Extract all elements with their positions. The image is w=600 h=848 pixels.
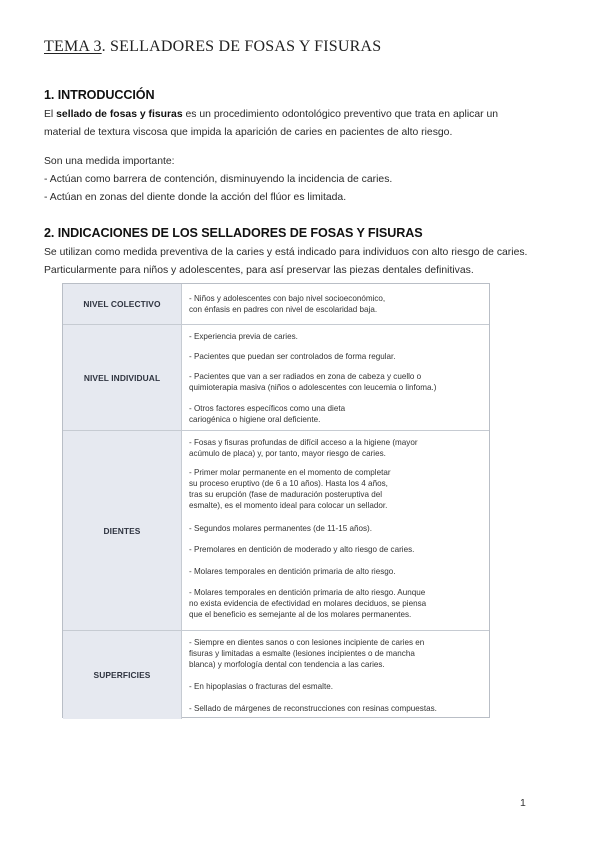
table-row — [63, 430, 489, 631]
table-item: - Siempre en dientes sanos o con lesiones incipiente de caries en fisuras y limitadas a esmalte (lesiones incipientes o de mancha blanca) y morfología dental con tendencia a las caries. — [189, 638, 425, 669]
intro-paragraph-line-2: material de textura viscosa que impida la aparición de caries en pacientes de alto riesgo. — [44, 127, 453, 138]
section-2-heading: 2. INDICACIONES DE LOS SELLADORES DE FOSAS Y FISURAS — [44, 226, 423, 240]
table-item: - Pacientes que van a ser radiados en zona de cabeza y cuello o quimioterapia masiva (niños o adolescentes con leucemia o linfoma.) — [189, 372, 437, 392]
measure-intro: Son una medida importante: — [44, 156, 175, 167]
table-item: - Premolares en dentición de moderado y alto riesgo de caries. — [189, 545, 415, 554]
table-item: - Niños y adolescentes con bajo nivel socioeconómico, con énfasis en padres con nivel de escolaridad baja. — [189, 294, 386, 314]
bullet-item: - Actúan en zonas del diente donde la acción del flúor es limitada. — [44, 192, 347, 203]
table-row — [63, 324, 489, 431]
table-item: - Molares temporales en dentición primaria de alto riesgo. Aunque no exista evidencia de efectividad en molares deciduos, se piensa que el beneficio es semejante al de los molares permanentes. — [189, 588, 427, 619]
table-item: - Fosas y fisuras profundas de difícil acceso a la higiene (mayor acúmulo de placa) y, por tanto, mayor riesgo de caries. — [189, 438, 418, 458]
title-text: . SELLADORES DE FOSAS Y FISURAS — [101, 38, 382, 55]
row-label: SUPERFICIES — [93, 670, 151, 680]
row-label-cell — [63, 631, 182, 719]
page-number: 1 — [520, 797, 526, 809]
intro-text-post: es un procedimiento odontológico preventivo que trata en aplicar un — [182, 109, 499, 120]
row-label-cell — [63, 431, 182, 631]
intro-paragraph-line-1 — [44, 106, 498, 124]
table-item: - En hipoplasias o fracturas del esmalte. — [189, 682, 333, 691]
indications-line-2: Particularmente para niños y adolescentes, para así preservar las piezas dentales definitivas. — [44, 265, 474, 276]
table-item: - Molares temporales en dentición primaria de alto riesgo. — [189, 567, 396, 576]
indications-line-1: Se utilizan como medida preventiva de la caries y está indicado para individuos con alto riesgo de caries. — [44, 247, 528, 258]
row-label: DIENTES — [103, 526, 141, 536]
row-label: NIVEL INDIVIDUAL — [83, 373, 161, 383]
row-label: NIVEL COLECTIVO — [83, 299, 161, 309]
page-title — [44, 38, 381, 56]
table-item: - Segundos molares permanentes (de 11-15 años). — [189, 524, 372, 533]
table-item: - Sellado de márgenes de reconstrucciones con resinas compuestas. — [189, 704, 437, 713]
table-row — [63, 284, 489, 324]
row-label-cell — [63, 325, 182, 431]
table-row — [63, 630, 489, 719]
intro-text-pre: El — [44, 109, 57, 120]
section-1-heading: 1. INTRODUCCIÓN — [44, 88, 155, 102]
table-item: - Otros factores específicos como una dieta cariogénica o higiene oral deficiente. — [189, 404, 346, 424]
title-topic-number: TEMA 3 — [44, 38, 102, 55]
row-label-cell — [63, 284, 182, 324]
table-item: - Pacientes que puedan ser controlados de forma regular. — [189, 352, 396, 361]
table-item: - Experiencia previa de caries. — [189, 332, 298, 341]
indications-table — [62, 283, 490, 718]
bullet-item: - Actúan como barrera de contención, disminuyendo la incidencia de caries. — [44, 174, 393, 185]
table-item: - Primer molar permanente en el momento de completar su proceso eruptivo (de 6 a 10 años). Hasta los 4 años, tras su erupción (fase de maduración posteruptiva del esmalte), es el momento ideal para colocar un sellador. — [189, 468, 391, 510]
intro-bold-term: sellado de fosas y fisuras — [56, 109, 183, 120]
